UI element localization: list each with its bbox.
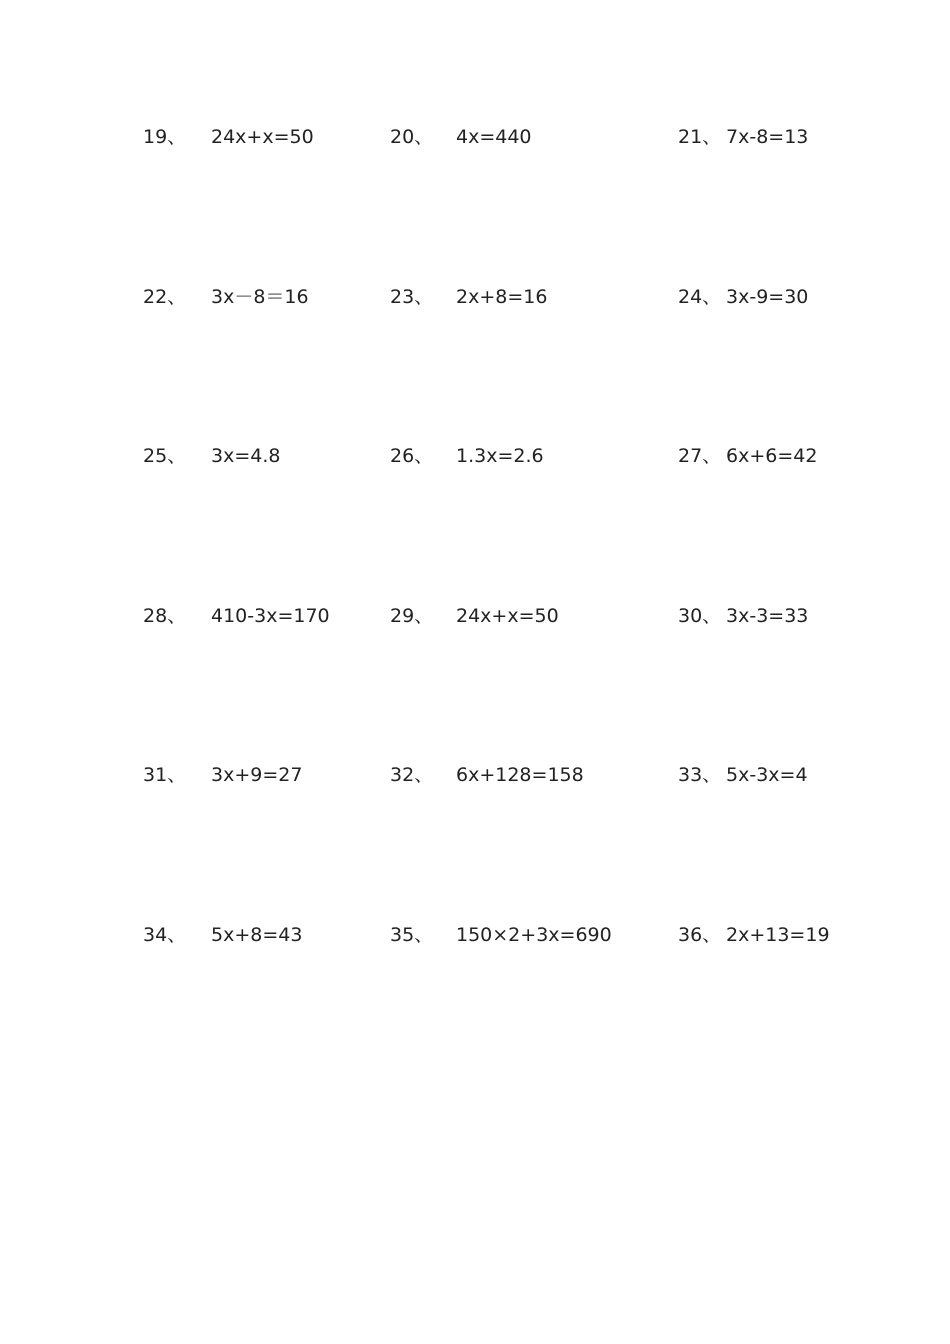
equation: 6x+128=158 (456, 764, 584, 786)
problem-number: 29、 (390, 605, 434, 627)
problem-number: 32、 (390, 764, 434, 786)
equation: 1.3x=2.6 (456, 445, 544, 467)
problem-number: 24、 (678, 286, 722, 308)
equation: 3x-3=33 (726, 605, 809, 627)
problem-number: 19、 (143, 126, 187, 148)
problem-number: 23、 (390, 286, 434, 308)
equation: 3x=4.8 (211, 445, 281, 467)
equation: 24x+x=50 (211, 126, 314, 148)
problem-number: 33、 (678, 764, 722, 786)
equation: 6x+6=42 (726, 445, 818, 467)
problem-number: 36、 (678, 924, 722, 946)
equation: 3x－8＝16 (211, 286, 309, 308)
equation: 2x+13=19 (726, 924, 830, 946)
equation: 3x+9=27 (211, 764, 303, 786)
problem-number: 34、 (143, 924, 187, 946)
equation: 24x+x=50 (456, 605, 559, 627)
equation: 3x-9=30 (726, 286, 809, 308)
problem-number: 22、 (143, 286, 187, 308)
problem-row (0, 441, 950, 471)
equation: 5x+8=43 (211, 924, 303, 946)
equation: 5x-3x=4 (726, 764, 808, 786)
problem-number: 28、 (143, 605, 187, 627)
problem-row (0, 122, 950, 152)
problem-number: 26、 (390, 445, 434, 467)
equation: 2x+8=16 (456, 286, 548, 308)
problem-number: 21、 (678, 126, 722, 148)
problem-number: 27、 (678, 445, 722, 467)
problem-number: 25、 (143, 445, 187, 467)
equation: 410-3x=170 (211, 605, 330, 627)
problem-row (0, 920, 950, 950)
problem-number: 20、 (390, 126, 434, 148)
problem-row (0, 282, 950, 312)
problem-number: 30、 (678, 605, 722, 627)
equation: 4x=440 (456, 126, 532, 148)
problem-row (0, 601, 950, 631)
equation: 150×2+3x=690 (456, 924, 612, 946)
problem-number: 31、 (143, 764, 187, 786)
equation: 7x-8=13 (726, 126, 809, 148)
problem-number: 35、 (390, 924, 434, 946)
problem-row (0, 760, 950, 790)
